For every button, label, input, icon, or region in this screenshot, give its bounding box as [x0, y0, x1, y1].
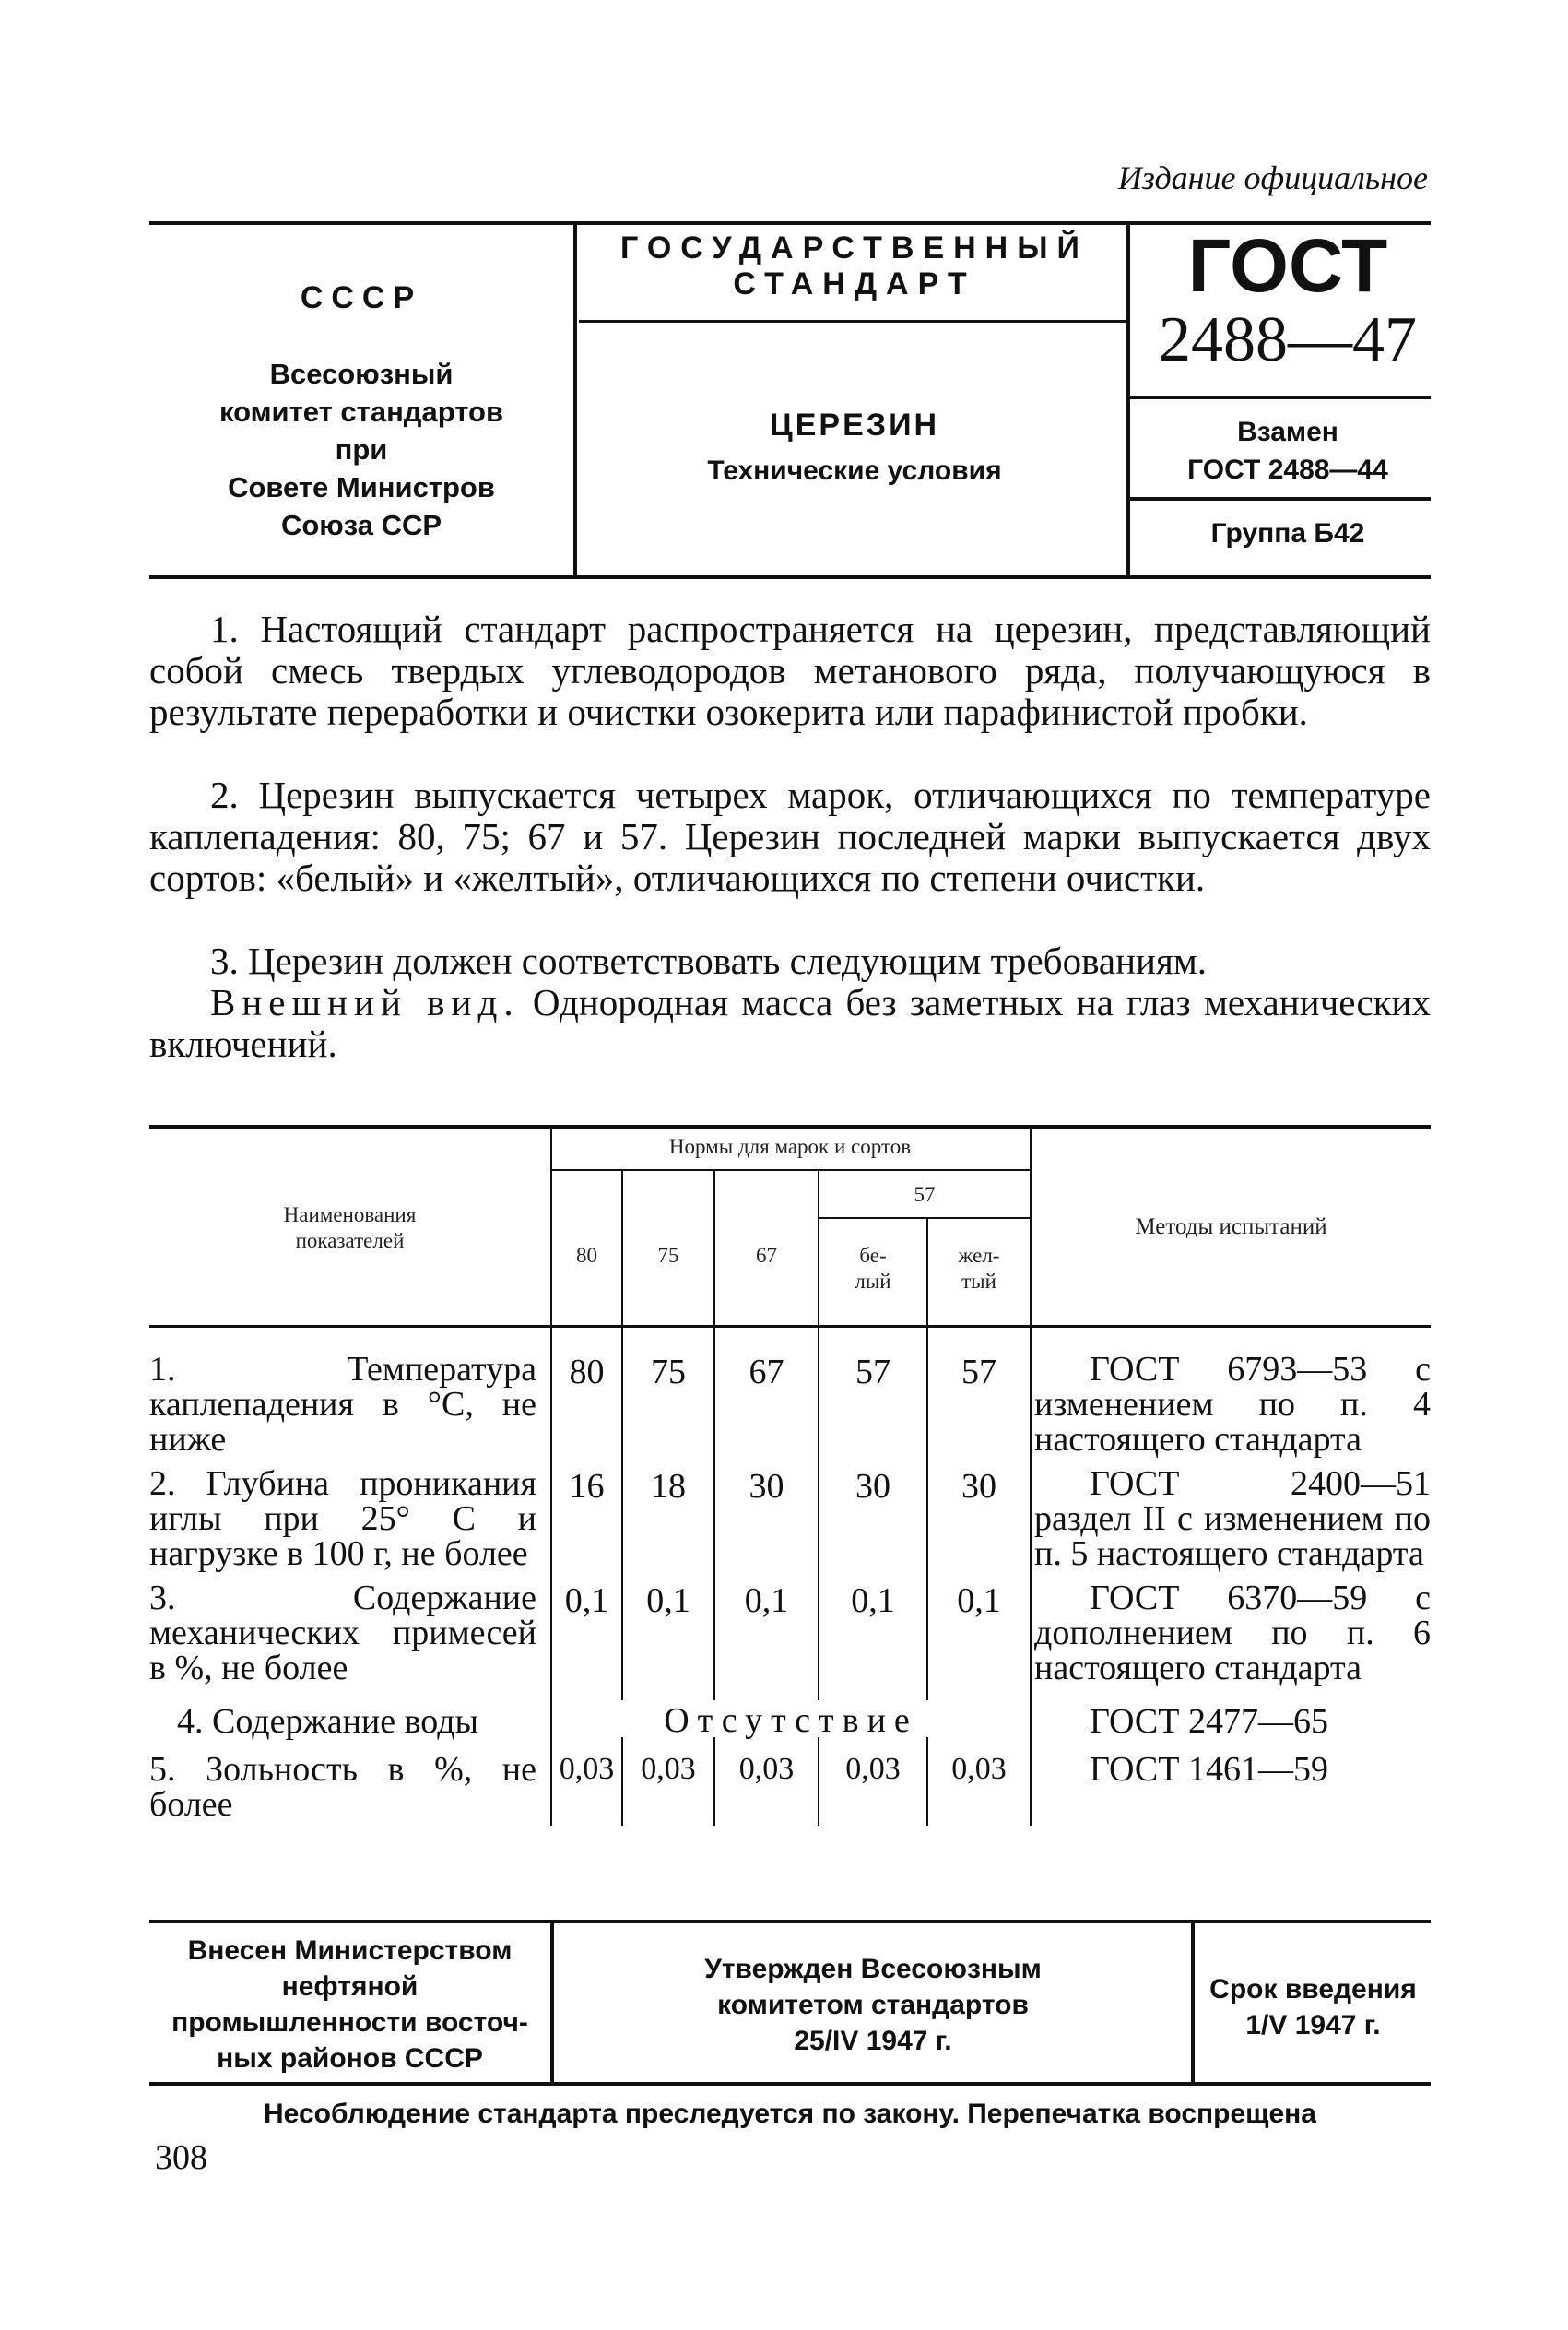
gost-word: ГОСТ [1187, 224, 1388, 308]
table-cell: 0,1 [744, 1581, 789, 1620]
table-subheader-rule [818, 1217, 1030, 1219]
table-cell: 80 [569, 1353, 605, 1391]
table-header-rule [149, 1325, 1431, 1328]
indicator-header: Наименования показателей [283, 1203, 417, 1252]
table-top-rule [149, 1125, 1431, 1129]
grade-header: 67 [756, 1244, 777, 1267]
replaces-label: Взамен ГОСТ 2488—44 [1187, 417, 1388, 485]
effective-date: Срок введения 1/V 1947 г. [1209, 1974, 1417, 2040]
appearance-text: Однородная масса без заметных на глаз механических включений. [149, 981, 1432, 1065]
state-standard-label: ГОСУДАРСТВЕННЫЙ СТАНДАРТ [620, 231, 1089, 302]
header-divider [1126, 225, 1130, 575]
introduced-by: Внесен Министерством нефтяной промышленности восточ- ных районов СССР [171, 1935, 528, 2074]
approved-by: Утвержден Всесоюзным комитетом стандартов 25/IV 1947 г. [704, 1954, 1042, 2056]
grade-header: 75 [657, 1244, 679, 1267]
page-number: 308 [155, 2138, 207, 2177]
table-cell: 57 [961, 1353, 996, 1391]
table-cell: 57 [855, 1353, 890, 1391]
methods-header: Методы испытаний [1135, 1214, 1327, 1239]
paragraph-4 [149, 982, 1431, 1065]
table-cell: 67 [749, 1353, 784, 1391]
row-method: ГОСТ 2400—51 раздел II с изменением по п. 5 настоящего стандарта [1034, 1464, 1431, 1573]
paragraph-2: 2. Церезин выпускается четырех марок, отличающихся по температуре каплепадения: 80, 75; 67 и 57. Церезин последней марки выпускается двух сортов: «белый» и «желтый», отличающихся по степени очистки. [149, 774, 1431, 899]
table-cell: 16 [569, 1467, 605, 1506]
grade-header: 57 [914, 1183, 936, 1206]
paragraph-3: 3. Церезин должен соответствовать следующим требованиям. [210, 940, 1208, 982]
table-cell: 0,1 [957, 1581, 1001, 1620]
white-grade-header: бе- лый [855, 1244, 891, 1293]
standard-title: ЦЕРЕЗИН [769, 408, 940, 443]
header-rule [579, 320, 1126, 323]
table-cell: 0,1 [564, 1581, 609, 1620]
standard-header [149, 221, 1431, 579]
legal-notice: Несоблюдение стандарта преследуется по закону. Перепечатка воспрещена [264, 2099, 1316, 2129]
footer-divider [550, 1923, 554, 2082]
table-cell: 0,1 [646, 1581, 690, 1620]
table-cell: 0,03 [641, 1752, 696, 1786]
yellow-grade-header: жел- тый [958, 1244, 1000, 1293]
header-divider [573, 225, 577, 575]
requirements-table [149, 1125, 1431, 1826]
table-cell: 30 [855, 1467, 890, 1506]
table-cell: 75 [651, 1353, 686, 1391]
row-indicator: 1. Температура каплепадения в °С, не ниже [149, 1350, 536, 1459]
row-method: ГОСТ 2477—65 [1090, 1702, 1328, 1741]
row-method: ГОСТ 6793—53 с изменением по п. 4 настоящего стандарта [1034, 1350, 1431, 1459]
row-method: ГОСТ 6370—59 с дополнением по п. 6 настоящего стандарта [1034, 1579, 1431, 1687]
table-cell: 30 [961, 1467, 996, 1506]
row-method: ГОСТ 1461—59 [1090, 1750, 1328, 1789]
grade-header: 80 [576, 1244, 597, 1267]
committee-name: Всесоюзный комитет стандартов при Совете Министров Союза ССР [218, 358, 504, 541]
header-rule [1130, 396, 1431, 399]
row-indicator: 4. Содержание воды [177, 1702, 479, 1741]
table-cell: 0,03 [738, 1752, 795, 1786]
table-cell: 0,03 [559, 1752, 615, 1786]
header-rule [1130, 497, 1431, 501]
standard-subtitle: Технические условия [707, 455, 1002, 486]
approval-block [149, 1920, 1431, 2086]
table-cell: 0,1 [851, 1581, 895, 1620]
group-label: Группа Б42 [1210, 518, 1365, 549]
table-cell: 0,03 [845, 1752, 901, 1786]
gost-number: 2488—47 [1159, 304, 1417, 375]
table-subheader-rule [550, 1169, 1030, 1171]
footer-divider [1191, 1923, 1195, 2082]
table-cell: 0,03 [951, 1752, 1007, 1786]
merged-cell: Отсутствие [552, 1700, 1030, 1737]
paragraph-1: 1. Настоящий стандарт распространяется на церезин, представляющий собой смесь твердых углеводородов метанового ряда, получающуюся в результате переработки и очистки озокерита или парафинистой пробки. [149, 608, 1431, 733]
table-cell: 30 [749, 1467, 784, 1506]
norms-header: Нормы для марок и сортов [668, 1135, 912, 1158]
row-indicator: 3. Содержание механических примесей в %, не более [149, 1579, 536, 1687]
edition-label: Издание официальное [1117, 160, 1428, 196]
appearance-lead: Внешний вид. [210, 981, 520, 1023]
row-indicator: 2. Глубина проникания иглы при 25° С и нагрузке в 100 г, не более [149, 1464, 536, 1573]
row-indicator: 5. Зольность в %, не более [149, 1750, 536, 1824]
table-cell: 18 [651, 1467, 686, 1506]
ussr-label: СССР [300, 280, 423, 315]
